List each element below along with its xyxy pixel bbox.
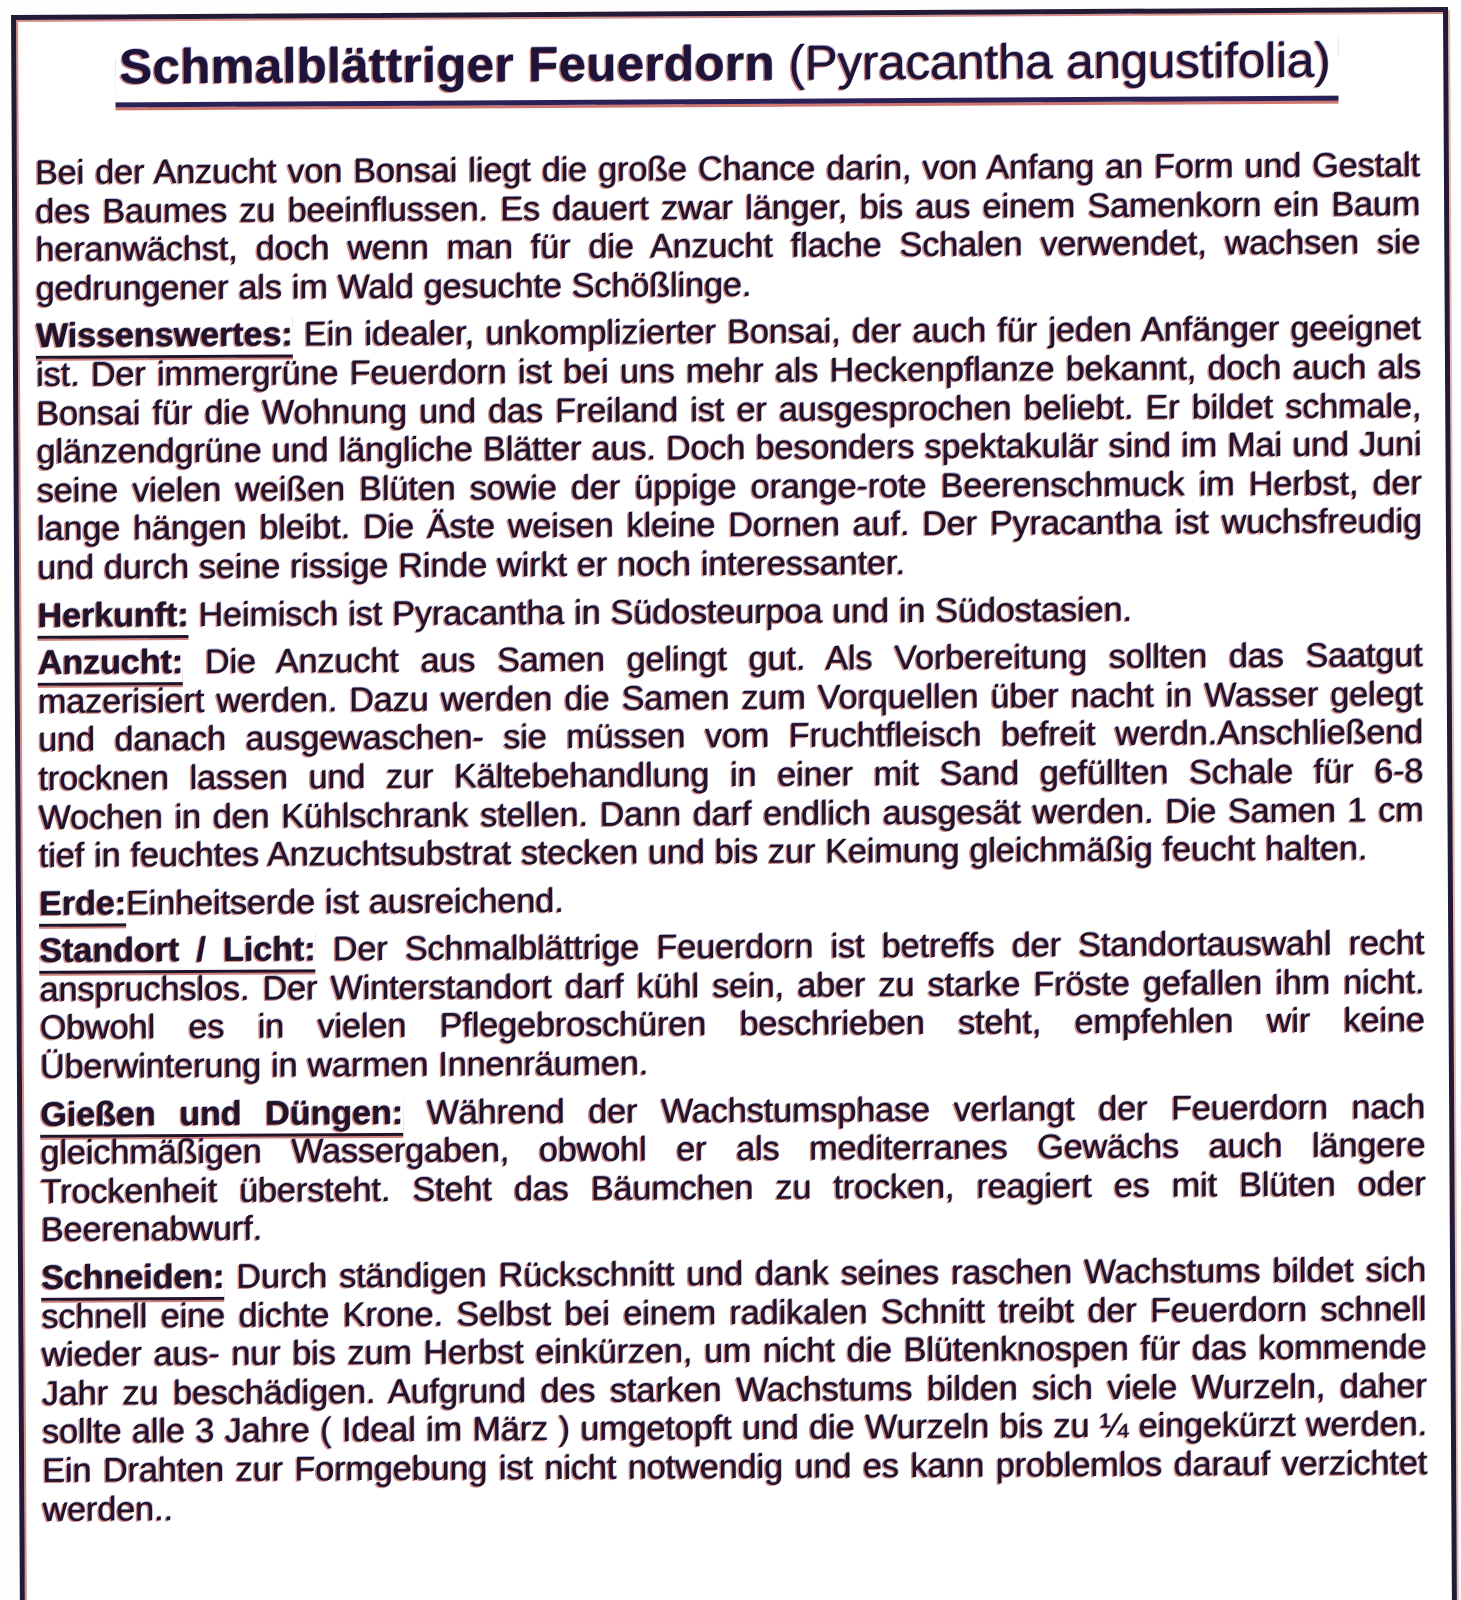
section-text: Bei der Anzucht von Bonsai liegt die große Chance darin, von Anfang an Form und Gestalt des Baumes zu beeinflussen. Es dauert zwar länger, bis aus einem Samenkorn ein Baum heranwächst, doch wenn man für die Anzucht flache Schalen verwendet, wachsen sie gedrungener als im Wald gesuchte Schößlinge.: [34, 146, 1421, 308]
section-header: Anzucht:: [38, 643, 184, 686]
document-title: [115, 33, 1339, 108]
title-german: Schmalblättriger Feuerdorn: [119, 36, 775, 95]
section-text: Der Schmalblättrige Feuerdorn ist betreffs der Standortauswahl recht anspruchslos. Der Winterstandort darf kühl sein, aber zu starke Fröste gefallen ihm nicht. Obwohl es in vielen Pflegebroschüren beschrieben steht, empfehlen wir keine Überwinterung in warmen Innenräumen.: [39, 924, 1425, 1086]
paragraph: [39, 924, 1425, 1086]
section-header: Gießen und Düngen:: [40, 1093, 403, 1137]
paragraph: [36, 310, 1422, 588]
section-text: Die Anzucht aus Samen gelingt gut. Als Vorbereitung sollten das Saatgut mazerisiert werden. Dazu werden die Samen zum Vorquellen über nacht in Wasser gelegt und danach ausgewaschen- sie müssen vom Fruchtfleisch befreit werdn.Anschließend trocknen lassen und zur Kältebehandlung in einer mit Sand gefüllten Schale für 6-8 Wochen in den Kühlschrank stellen. Dann darf endlich ausgesät werden. Die Samen 1 cm tief in feuchtes Anzuchtsubstrat stecken und bis zur Keimung gleichmäßig feucht halten.: [37, 636, 1424, 875]
section-header: Wissenswertes:: [36, 316, 293, 359]
paragraph: [35, 146, 1421, 308]
document-sheet: [11, 7, 1457, 1600]
section-text: Durch ständigen Rückschnitt und dank seines raschen Wachstums bildet sich schnell eine dichte Krone. Selbst bei einem radikalen Schnitt treibt der Feuerdorn schnell wieder aus- nur bis zum Herbst einkürzen, um nicht die Blütenknospen für das kommende Jahr zu beschädigen. Aufgrund des starken Wachstums bilden sich viele Wurzeln, daher sollte alle 3 Jahre ( Ideal im März ) umgetopft und die Wurzeln bis zu ¼ eingekürzt werden. Ein Drahten zur Formgebung ist nicht notwendig und es kann problemlos darauf verzichtet werden..: [41, 1251, 1428, 1529]
section-header: Herkunft:: [37, 596, 188, 639]
document-title-row: [34, 32, 1419, 108]
paragraph: [40, 1088, 1426, 1250]
section-header: Standort / Licht:: [39, 931, 315, 975]
section-header: Erde:: [39, 884, 126, 926]
section-text: Einheitserde ist ausreichend.: [125, 881, 564, 923]
section-header: Schneiden:: [41, 1258, 224, 1301]
section-text: Heimisch ist Pyracantha in Südosteurpoa und in Südostasien.: [188, 590, 1132, 634]
paragraph: [38, 636, 1424, 875]
paragraph: [39, 877, 1424, 923]
section-text: Während der Wachstumsphase verlangt der Feuerdorn nach gleichmäßigen Wassergaben, obwohl er als mediterranes Gewächs auch längere Trockenheit übersteht. Steht das Bäumchen zu trocken, reagiert es mit Blüten oder Beerenabwurf.: [40, 1087, 1426, 1250]
paragraph: [37, 589, 1422, 635]
section-text: Ein idealer, unkomplizierter Bonsai, der auch für jeden Anfänger geeignet ist. Der immergrüne Feuerdorn ist bei uns mehr als Heckenpflanze bekannt, doch auch als Bonsai für die Wohnung und das Freiland ist er ausgesprochen beliebt. Er bildet schmale, glänzendgrüne und längliche Blätter aus. Doch besonders spektakulär sind im Mai und Juni seine vielen weißen Blüten sowie der üppige orange-rote Beerenschmuck im Herbst, der lange hängen bleibt. Die Äste weisen kleine Dornen auf. Der Pyracantha ist wuchsfreudig und durch seine rissige Rinde wirkt er noch interessanter.: [35, 309, 1422, 587]
paragraph: [41, 1251, 1427, 1529]
title-latin-name: (Pyracantha angustifolia): [774, 33, 1331, 91]
paragraphs: [35, 146, 1428, 1529]
